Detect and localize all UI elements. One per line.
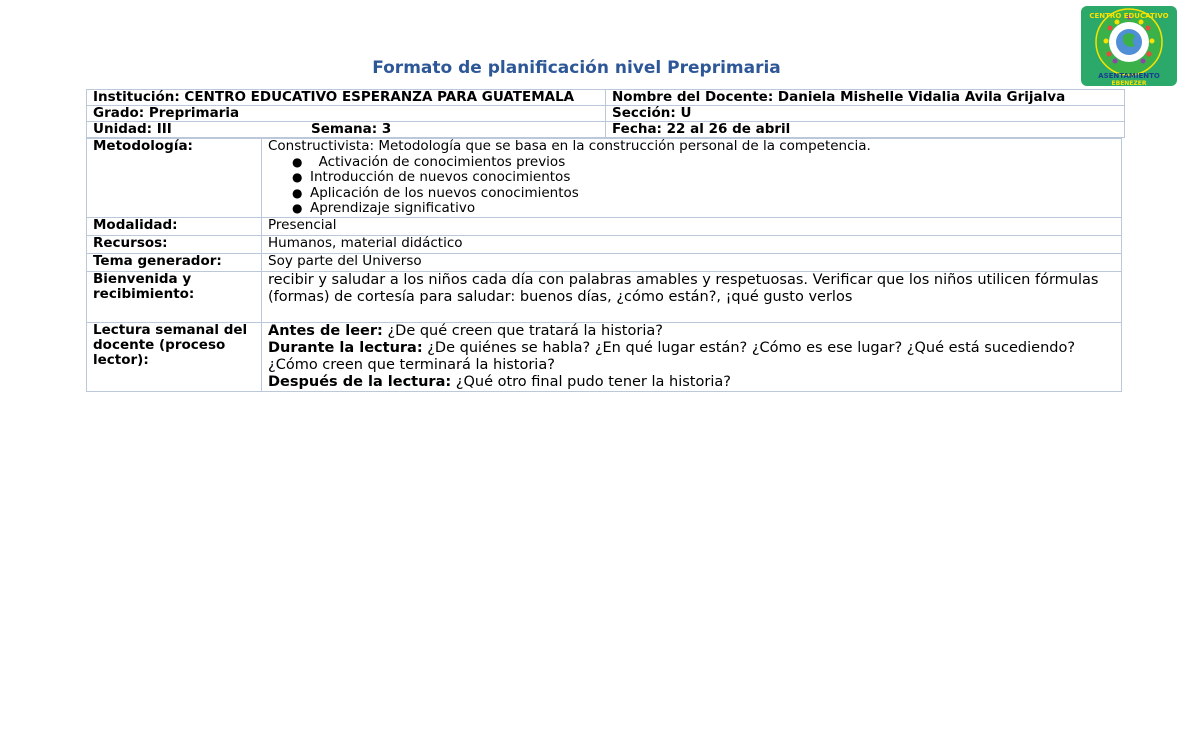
list-item: ● Introducción de nuevos conocimientos — [292, 169, 571, 185]
svg-text:CENTRO EDUCATIVO: CENTRO EDUCATIVO — [1089, 12, 1169, 20]
metodologia-label: Metodología: — [87, 139, 262, 218]
durante-text: ¿De quiénes se habla? ¿En qué lugar están? ¿Cómo es ese lugar? ¿Qué está sucediendo? ¿Cómo creen que terminará la historia? — [268, 339, 1076, 373]
page-title: Formato de planificación nivel Preprimaria — [372, 58, 781, 78]
bullet-icon: ● — [292, 185, 303, 200]
antes-text: ¿De qué creen que tratará la historia? — [382, 322, 663, 339]
lectura-value — [262, 322, 1122, 391]
list-item: ● Activación de conocimientos previos — [292, 153, 566, 170]
metodologia-intro: Constructivista: Metodología que se basa en la construcción personal de la competencia. — [268, 138, 871, 154]
bullet-icon: ● — [292, 201, 303, 215]
seccion-cell: Sección: U — [606, 106, 1125, 122]
bienvenida-value: recibir y saludar a los niños cada día con palabras amables y respetuosas. Verificar que los niños utilicen fórmulas (formas) de cortesía para saludar: buenos días, ¿cómo están?, ¡qué gusto verlos — [262, 271, 1122, 322]
metodologia-list — [268, 155, 1115, 217]
recursos-label: Recursos: — [87, 235, 262, 253]
antes-label: Antes de leer: — [268, 322, 383, 339]
tema-value: Soy parte del Universo — [262, 253, 1122, 271]
info-table — [86, 89, 1125, 138]
bullet-icon: ● — [292, 154, 303, 169]
list-item: ● Aplicación de los nuevos conocimientos — [292, 184, 579, 201]
bienvenida-label: Bienvenida y recibimiento: — [87, 271, 262, 322]
svg-text:EBENEZER: EBENEZER — [1111, 80, 1147, 87]
unidad-semana-cell — [87, 122, 606, 138]
planning-table — [86, 138, 1122, 392]
lectura-label: Lectura semanal del docente (proceso lector): — [87, 322, 262, 391]
modalidad-label: Modalidad: — [87, 217, 262, 235]
metodologia-value — [262, 139, 1122, 218]
bullet-icon: ● — [292, 170, 303, 184]
docente-cell: Nombre del Docente: Daniela Mishelle Vidalia Avila Grijalva — [606, 90, 1125, 106]
list-item: ● Aprendizaje significativo — [292, 200, 476, 216]
durante-label: Durante la lectura: — [268, 339, 423, 356]
semana-label: Semana: 3 — [311, 121, 392, 137]
institucion-cell: Institución: CENTRO EDUCATIVO ESPERANZA PARA GUATEMALA — [87, 90, 606, 106]
grado-cell: Grado: Preprimaria — [87, 106, 606, 122]
fecha-cell: Fecha: 22 al 26 de abril — [606, 122, 1125, 138]
recursos-value: Humanos, material didáctico — [262, 235, 1122, 253]
tema-label: Tema generador: — [87, 253, 262, 271]
despues-text: ¿Qué otro final pudo tener la historia? — [451, 373, 731, 390]
unidad-label: Unidad: III — [93, 121, 172, 137]
svg-text:ASENTAMIENTO: ASENTAMIENTO — [1098, 72, 1160, 80]
modalidad-value: Presencial — [262, 217, 1122, 235]
despues-label: Después de la lectura: — [268, 373, 452, 390]
school-logo — [1079, 4, 1179, 88]
